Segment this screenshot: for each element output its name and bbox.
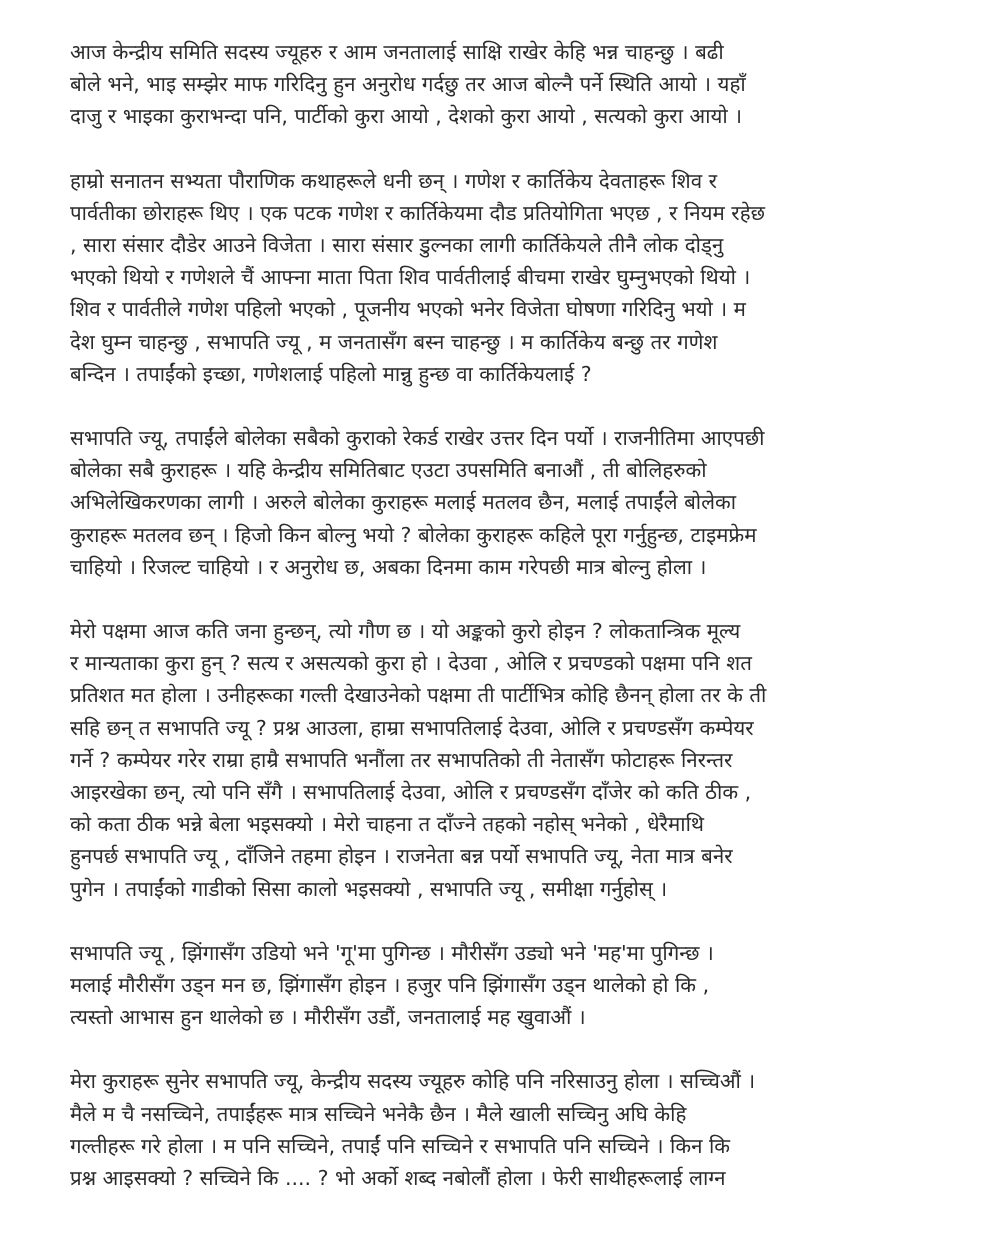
text-line: त्यस्तो आभास हुन थालेको छ । मौरीसँग उडौं, जनतालाई मह खुवाऔं । xyxy=(70,1005,586,1030)
paragraph-1 xyxy=(70,36,942,133)
text-line: बन्दिन । तपाईंको इच्छा, गणेशलाई पहिलो मान्नु हुन्छ वा कार्तिकेयलाई ? xyxy=(70,361,592,386)
text-line: बोलेका सबै कुराहरू । यहि केन्द्रीय समितिबाट एउटा उपसमिति बनाऔं , ती बोलिहरुको xyxy=(70,458,707,483)
text-line: सहि छन् त सभापति ज्यू ? प्रश्न आउला, हाम्रा सभापतिलाई देउवा, ओलि र प्रचण्डसँग कम्पेयर xyxy=(70,715,754,740)
text-line: देश घुम्न चाहन्छु , सभापति ज्यू , म जनतासँग बस्न चाहन्छु । म कार्तिकेय बन्छु तर गणेश xyxy=(70,329,718,354)
text-line: मेरा कुराहरू सुनेर सभापति ज्यू, केन्द्रीय सदस्य ज्यूहरु कोहि पनि नरिसाउनु होला । सच्चिऔं । xyxy=(70,1069,756,1094)
text-line: शिव र पार्वतीले गणेश पहिलो भएको , पूजनीय भएको भनेर विजेता घोषणा गरिदिनु भयो । म xyxy=(70,297,746,322)
text-line: गल्तीहरू गरे होला । म पनि सच्चिने, तपाईं पनि सच्चिने र सभापति पनि सच्चिने । किन कि xyxy=(70,1133,731,1158)
text-line: चाहियो । रिजल्ट चाहियो । र अनुरोध छ, अबका दिनमा काम गरेपछी मात्र बोल्नु होला । xyxy=(70,554,707,579)
text-line: हाम्रो सनातन सभ्यता पौराणिक कथाहरूले धनी छन् । गणेश र कार्तिकेय देवताहरू शिव र xyxy=(70,168,718,193)
text-line: सभापति ज्यू, तपाईंले बोलेका सबैको कुराको रेकर्ड राखेर उत्तर दिन पर्यो । राजनीतिमा आएपछी xyxy=(70,426,765,451)
text-line: प्रश्न आइसक्यो ? सच्चिने कि .... ? भो अर्को शब्द नबोलौं होला । फेरी साथीहरूलाई लाग्न xyxy=(70,1166,726,1191)
text-line: गर्ने ? कम्पेयर गरेर राम्रा हाम्रै सभापति भनौंला तर सभापतिको ती नेतासँग फोटाहरू निरन्तर xyxy=(70,747,733,772)
text-line: पार्वतीका छोराहरू थिए । एक पटक गणेश र कार्तिकेयमा दौड प्रतियोगिता भएछ , र नियम रहेछ xyxy=(70,200,765,225)
text-line: दाजु र भाइका कुराभन्दा पनि, पार्टीको कुरा आयो , देशको कुरा आयो , सत्यको कुरा आयो । xyxy=(70,104,742,129)
text-line: अभिलेखिकरणका लागी । अरुले बोलेका कुराहरू मलाई मतलव छैन, मलाई तपाईंले बोलेका xyxy=(70,490,737,515)
text-line: मैले म चै नसच्चिने, तपाईंहरू मात्र सच्चिने भनेकै छैन । मैले खाली सच्चिनु अघि केहि xyxy=(70,1101,687,1126)
text-line: कुराहरू मतलव छन् । हिजो किन बोल्नु भयो ? बोलेका कुराहरू कहिले पूरा गर्नुहुन्छ, टाइमफ्रेम xyxy=(70,522,757,547)
text-line: मलाई मौरीसँग उड्न मन छ, झिंगासँग होइन । हजुर पनि झिंगासँग उड्न थालेको हो कि , xyxy=(70,973,710,998)
text-line: आइरखेका छन्, त्यो पनि सँगै । सभापतिलाई देउवा, ओलि र प्रचण्डसँग दाँजेर को कति ठीक , xyxy=(70,780,752,805)
text-line: आज केन्द्रीय समिति सदस्य ज्यूहरु र आम जनतालाई साक्षि राखेर केहि भन्न चाहन्छु । बढी xyxy=(70,40,724,64)
text-line: को कता ठीक भन्ने बेला भइसक्यो । मेरो चाहना त दाँज्ने तहको नहोस् भनेको , धेरैमाथि xyxy=(70,812,705,837)
text-line: , सारा संसार दौडेर आउने विजेता । सारा संसार डुल्नका लागी कार्तिकेयले तीनै लोक दोड्नु xyxy=(70,233,724,258)
text-line: भएको थियो र गणेशले चैं आफ्ना माता पिता शिव पार्वतीलाई बीचमा राखेर घुम्नुभएको थियो । xyxy=(70,265,751,290)
text-line: प्रतिशत मत होला । उनीहरूका गल्ती देखाउनेको पक्षमा ती पार्टीभित्र कोहि छैनन् होला तर के ती xyxy=(70,683,767,708)
paragraph-5 xyxy=(70,937,942,1034)
text-line: हुनपर्छ सभापति ज्यू , दाँजिने तहमा होइन । राजनेता बन्न पर्यो सभापति ज्यू, नेता मात्र बनेर xyxy=(70,844,733,869)
text-line: पुगेन । तपाईंको गाडीको सिसा कालो भइसक्यो , सभापति ज्यू , समीक्षा गर्नुहोस् । xyxy=(70,876,668,901)
text-line: मेरो पक्षमा आज कति जना हुन्छन्, त्यो गौण छ । यो अङ्कको कुरो होइन ? लोकतान्त्रिक मूल्य xyxy=(70,619,741,644)
document-page xyxy=(70,36,942,1226)
text-line: बोले भने, भाइ सम्झेर माफ गरिदिनु हुन अनुरोध गर्दछु तर आज बोल्नै पर्ने स्थिति आयो । यहाँ xyxy=(70,72,746,97)
paragraph-6 xyxy=(70,1065,942,1194)
paragraph-4 xyxy=(70,615,942,905)
paragraph-3 xyxy=(70,422,942,583)
paragraph-2 xyxy=(70,165,942,390)
text-line: र मान्यताका कुरा हुन् ? सत्य र असत्यको कुरा हो । देउवा , ओलि र प्रचण्डको पक्षमा पनि शत xyxy=(70,651,752,676)
text-line: सभापति ज्यू , झिंगासँग उडियो भने 'गू'मा पुगिन्छ । मौरीसँग उड्यो भने 'मह'मा पुगिन्छ । xyxy=(70,940,714,965)
